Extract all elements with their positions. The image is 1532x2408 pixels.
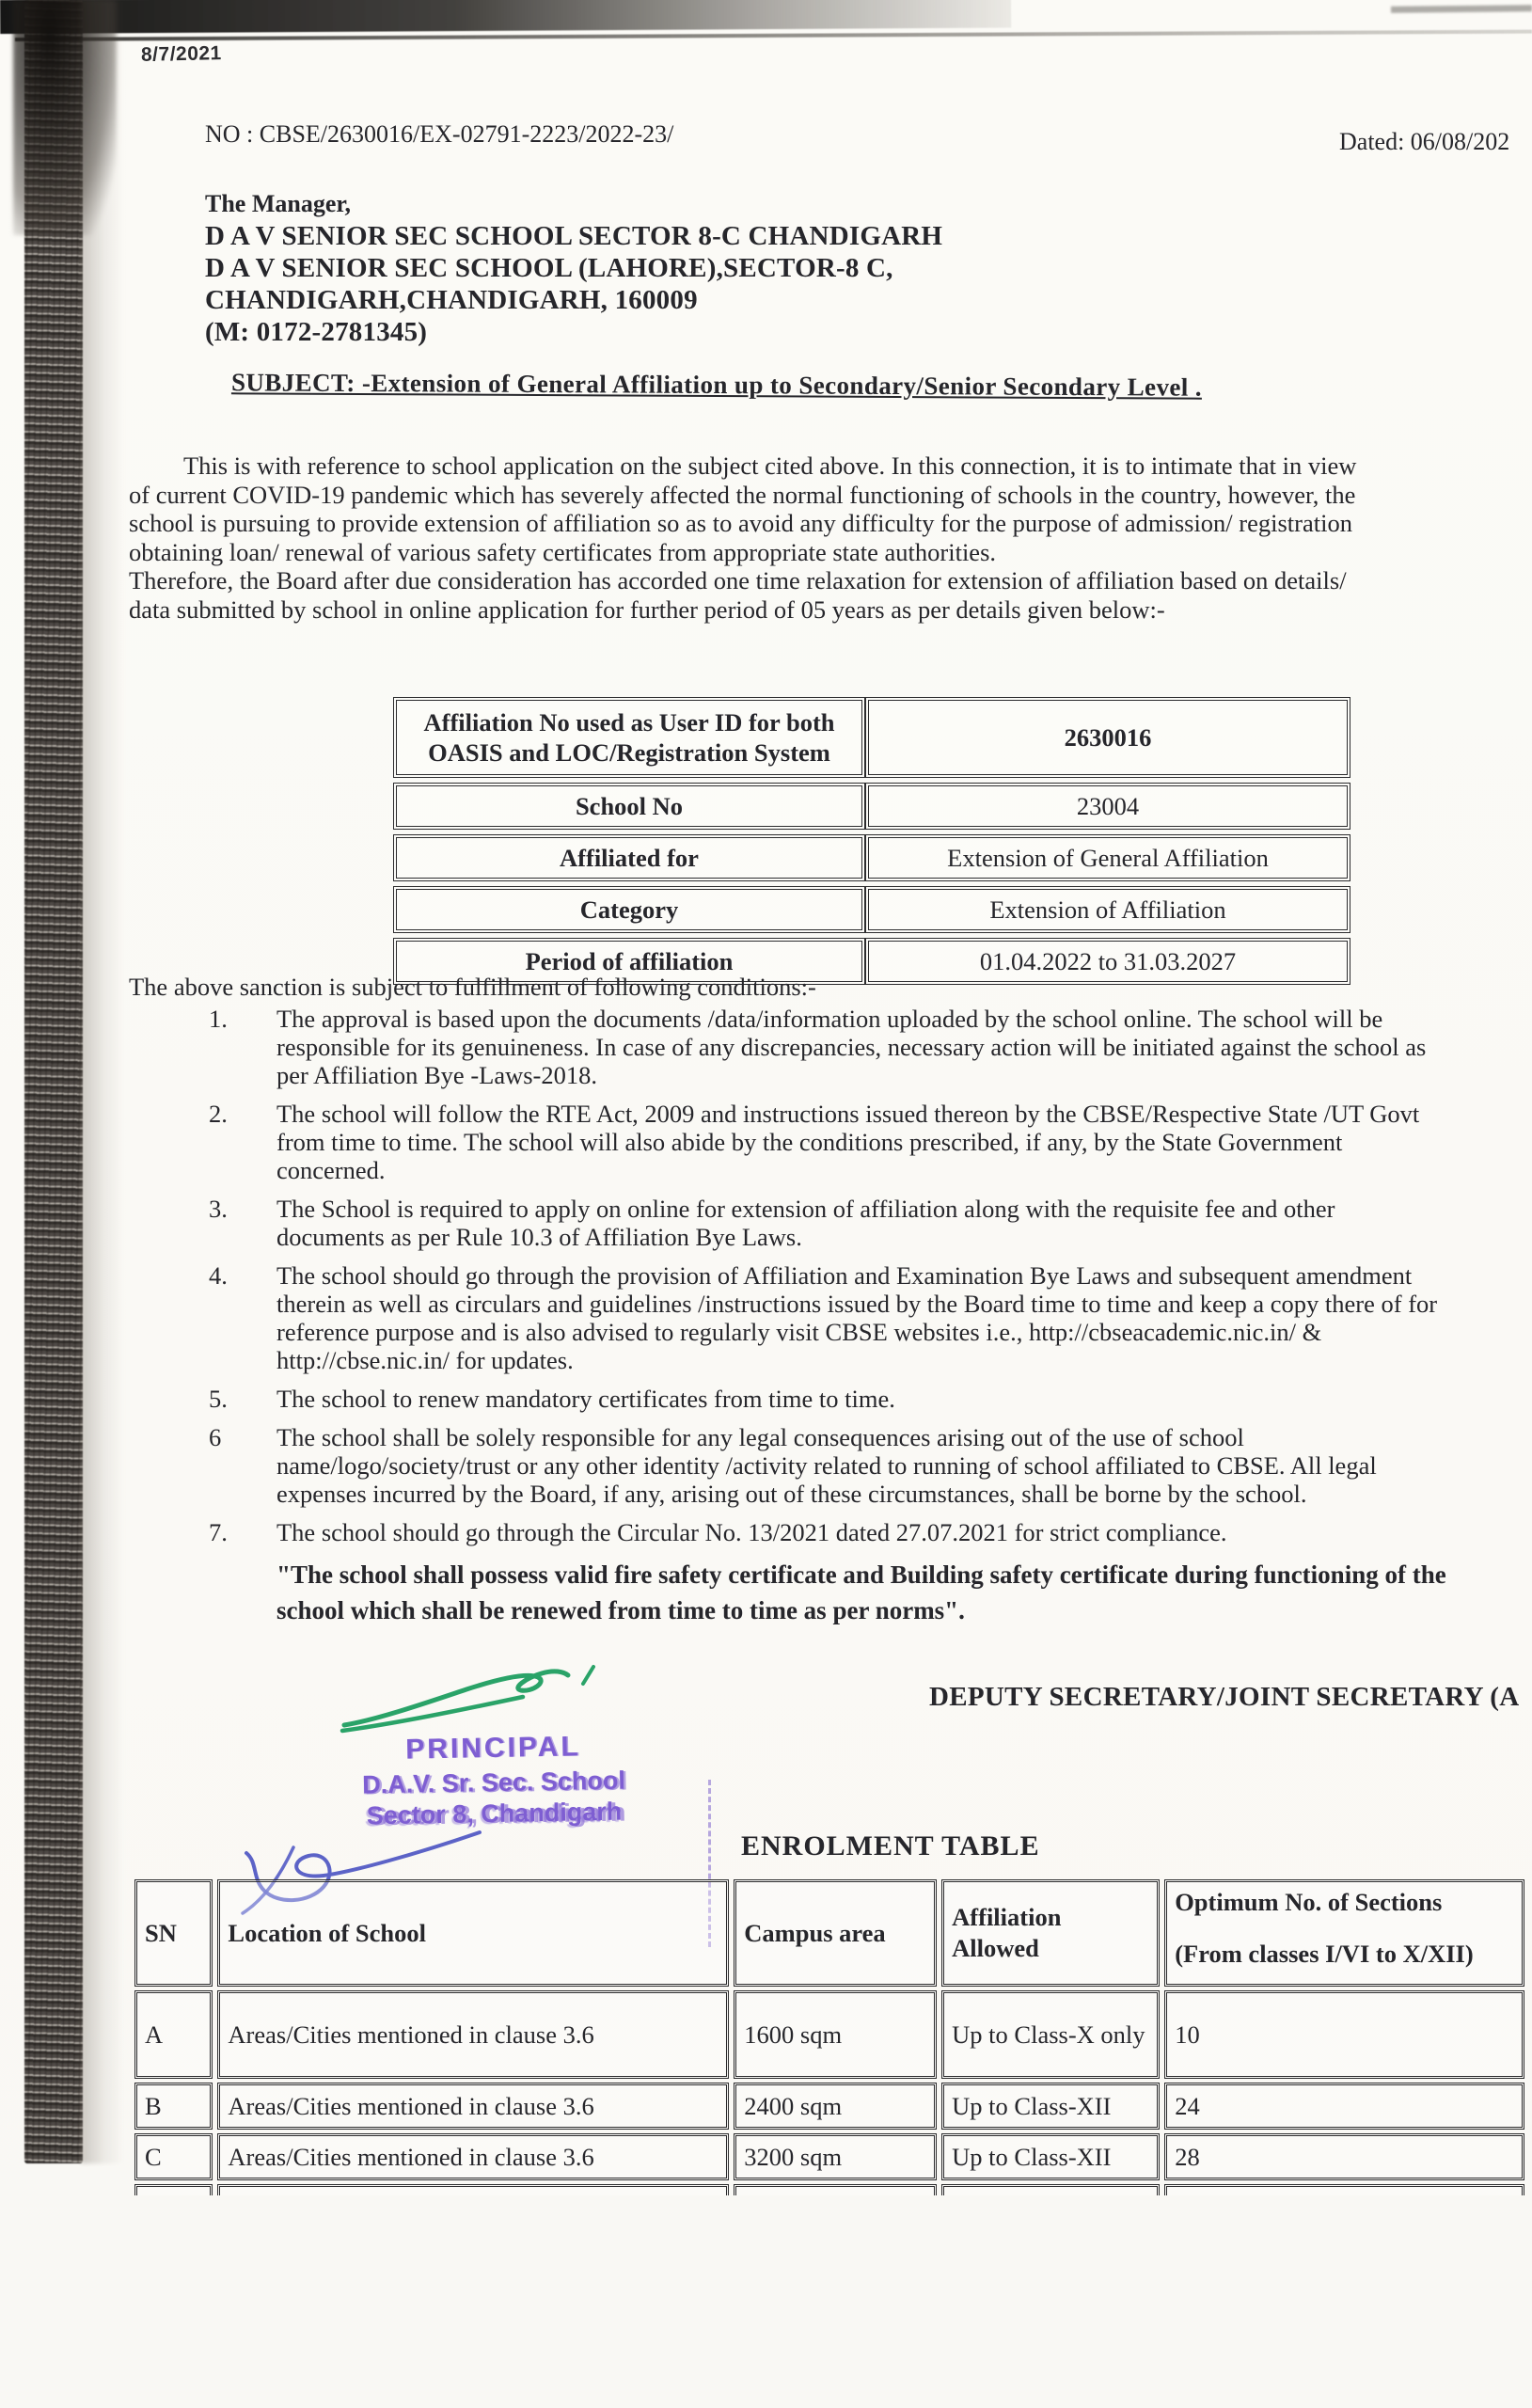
recipient-salutation: The Manager,	[205, 190, 352, 217]
school-no-value: 23004	[865, 783, 1350, 830]
table-row	[393, 886, 1350, 933]
item-line: http://cbse.nic.in/ for updates.	[276, 1346, 574, 1374]
item-line: from time to time. The school will also abide by the conditions prescribed, if any, by the State Government	[276, 1128, 1343, 1156]
table-header-row	[134, 1879, 1524, 1987]
recipient-city-pin: CHANDIGARH,CHANDIGARH, 160009	[205, 285, 698, 315]
item-line: per Affiliation Bye -Laws-2018.	[276, 1061, 597, 1089]
item-line: The school shall be solely responsible for any legal consequences arising out of the use of school	[276, 1423, 1244, 1451]
item-number: 6	[209, 1423, 222, 1451]
cell-empty	[734, 2184, 937, 2195]
header-line: Optimum No. of Sections	[1175, 1888, 1443, 1916]
cell-empty	[217, 2184, 729, 2195]
item-text	[276, 1100, 1532, 1184]
item-line: name/logo/society/trust or any other identity /activity related to running of school affiliated to CBSE. All legal	[276, 1451, 1377, 1480]
recipient-block	[205, 188, 942, 348]
list-item	[129, 1385, 1532, 1413]
item-number: 2.	[209, 1100, 228, 1128]
cell-location: Areas/Cities mentioned in clause 3.6	[217, 2083, 729, 2130]
school-no-label: School No	[393, 783, 865, 830]
table-row	[393, 697, 1350, 778]
cell-sn: A	[134, 1990, 213, 2079]
stamp-line: Sector 8, Chandigarh	[366, 1797, 623, 1830]
item-line: The School is required to apply on online for extension of affiliation along with the requisite fee and other	[276, 1195, 1335, 1223]
scan-left-edge-strip	[24, 0, 83, 2163]
cell-sections: 24	[1164, 2083, 1524, 2130]
sanction-intro: The above sanction is subject to fulfillment of following conditions:-	[129, 973, 816, 1001]
label-line: OASIS and LOC/Registration System	[428, 738, 830, 767]
enrolment-table	[130, 1876, 1529, 2195]
compliance-notice	[276, 1557, 1532, 1628]
item-text	[276, 1518, 1532, 1546]
body-line: of current COVID-19 pandemic which has severely affected the normal functioning of schools in the country, however, the	[129, 480, 1356, 509]
item-text	[276, 1423, 1532, 1508]
cell-sn: B	[134, 2083, 213, 2130]
item-line: responsible for its genuineness. In case of any discrepancies, necessary action will be initiated against the school as	[276, 1033, 1427, 1061]
enrolment-table-region	[130, 1876, 1529, 2195]
list-item	[129, 1261, 1532, 1374]
item-text	[276, 1005, 1532, 1089]
cell-affiliation: Up to Class-X only	[941, 1990, 1160, 2079]
item-number: 1.	[209, 1005, 228, 1033]
item-number: 3.	[209, 1195, 228, 1223]
table-row	[393, 834, 1350, 881]
scan-top-dark-band	[0, 0, 1011, 34]
body-paragraph	[129, 452, 1356, 624]
item-line: The school to renew mandatory certificates from time to time.	[276, 1385, 895, 1413]
item-line: documents as per Rule 10.3 of Affiliation Bye Laws.	[276, 1223, 802, 1251]
label-line: Affiliation No used as User ID for both	[423, 708, 835, 737]
body-line: Therefore, the Board after due consideration has accorded one time relaxation for extension of affiliation based on details/	[129, 566, 1347, 594]
affiliated-for-label: Affiliated for	[393, 834, 865, 881]
table-row-partial	[134, 2184, 1524, 2195]
cell-sections: 28	[1164, 2133, 1524, 2180]
table-row	[134, 2133, 1524, 2180]
category-value: Extension of Affiliation	[865, 886, 1350, 933]
cell-empty	[1164, 2184, 1524, 2195]
item-line: therein as well as circulars and guidelines /instructions issued by the Board time to time and keep a copy there of for	[276, 1290, 1438, 1318]
cell-campus: 2400 sqm	[734, 2083, 937, 2130]
stamp-line: PRINCIPAL	[404, 1731, 581, 1766]
list-item	[129, 1423, 1532, 1508]
header-location: Location of School	[217, 1879, 729, 1987]
affiliation-details-table	[393, 692, 1350, 990]
affiliation-no-value: 2630016	[865, 697, 1350, 778]
recipient-school-name-2: D A V SENIOR SEC SCHOOL (LAHORE),SECTOR-8 C,	[205, 253, 893, 283]
reference-number: NO : CBSE/2630016/EX-02791-2223/2022-23/	[205, 120, 674, 148]
recipient-school-name: D A V SENIOR SEC SCHOOL SECTOR 8-C CHANDIGARH	[205, 221, 943, 251]
body-line: school is pursuing to provide extension of affiliation so as to avoid any difficulty for the purpose of admission/ registration	[129, 509, 1352, 537]
period-value: 01.04.2022 to 31.03.2027	[865, 938, 1350, 985]
header-line: (From classes I/VI to X/XII)	[1175, 1940, 1474, 1968]
principal-stamp	[324, 1730, 664, 1831]
conditions-list	[129, 1005, 1532, 1628]
cell-affiliation: Up to Class-XII	[941, 2083, 1160, 2130]
affiliated-for-value: Extension of General Affiliation	[865, 834, 1350, 881]
item-line: The school will follow the RTE Act, 2009 and instructions issued thereon by the CBSE/Respective State /UT Govt	[276, 1100, 1420, 1128]
body-line: data submitted by school in online application for further period of 05 years as per details given below:-	[129, 594, 1165, 624]
cell-sections: 10	[1164, 1990, 1524, 2079]
scan-left-top-blot	[13, 0, 117, 235]
header-optimum-sections	[1164, 1879, 1524, 1987]
cell-empty	[941, 2184, 1160, 2195]
officer-designation: DEPUTY SECRETARY/JOINT SECRETARY (A	[929, 1682, 1520, 1712]
cell-affiliation: Up to Class-XII	[941, 2133, 1160, 2180]
item-text	[276, 1385, 1532, 1413]
cell-location: Areas/Cities mentioned in clause 3.6	[217, 2133, 729, 2180]
cell-empty	[134, 2184, 213, 2195]
table-row	[134, 1990, 1524, 2079]
header-campus-area: Campus area	[734, 1879, 937, 1987]
stamp-line: D.A.V. Sr. Sec. School	[361, 1766, 626, 1799]
letter-date: Dated: 06/08/202	[1339, 128, 1510, 155]
recipient-phone: (M: 0172-2781345)	[205, 317, 428, 347]
scan-left-edge-shadow	[81, 0, 124, 2163]
item-line: concerned.	[276, 1156, 386, 1184]
item-line: The school should go through the Circular No. 13/2021 dated 27.07.2021 for strict compliance.	[276, 1518, 1227, 1546]
cell-location: Areas/Cities mentioned in clause 3.6	[217, 1990, 729, 2079]
notice-line: "The school shall possess valid fire safety certificate and Building safety certificate during functioning of the	[276, 1560, 1446, 1589]
item-text	[276, 1195, 1532, 1251]
item-number: 4.	[209, 1261, 228, 1290]
list-item	[129, 1005, 1532, 1089]
period-label: Period of affiliation	[393, 938, 865, 985]
item-line: expenses incurred by the Board, if any, arising out of these circumstances, shall be borne by the school.	[276, 1480, 1307, 1508]
table-row	[393, 783, 1350, 830]
body-line: obtaining loan/ renewal of various safety certificates from appropriate state authorities.	[129, 537, 997, 566]
header-affiliation-allowed: Affiliation Allowed	[941, 1879, 1160, 1987]
category-label: Category	[393, 886, 865, 933]
affiliation-no-label	[393, 697, 865, 778]
item-number: 7.	[209, 1518, 228, 1546]
cell-campus: 1600 sqm	[734, 1990, 937, 2079]
subject-line: SUBJECT: -Extension of General Affiliation up to Secondary/Senior Secondary Level .	[230, 368, 1203, 402]
table-row	[134, 2083, 1524, 2130]
header-sn: SN	[134, 1879, 213, 1987]
list-item	[129, 1518, 1532, 1546]
item-text	[276, 1261, 1532, 1374]
body-line: This is with reference to school application on the subject cited above. In this connection, it is to intimate that in view	[183, 452, 1357, 480]
list-item	[129, 1100, 1532, 1184]
item-line: The approval is based upon the documents /data/information uploaded by the school online. The school will be	[276, 1005, 1383, 1033]
list-item	[129, 1195, 1532, 1251]
item-number: 5.	[209, 1385, 228, 1413]
scan-corner-date: 8/7/2021	[140, 42, 222, 66]
item-line: reference purpose and is also advised to regularly visit CBSE websites i.e., http://cbseacademic.nic.in/ &	[276, 1318, 1322, 1346]
principal-signature-ink	[337, 1663, 600, 1742]
cell-campus: 3200 sqm	[734, 2133, 937, 2180]
cell-sn: C	[134, 2133, 213, 2180]
notice-line: school which shall be renewed from time to time as per norms".	[276, 1596, 965, 1624]
enrolment-table-title: ENROLMENT TABLE	[741, 1830, 1040, 1861]
item-line: The school should go through the provision of Affiliation and Examination Bye Laws and subsequent amendment	[276, 1261, 1413, 1290]
scan-top-right-smudge	[1391, 5, 1532, 13]
